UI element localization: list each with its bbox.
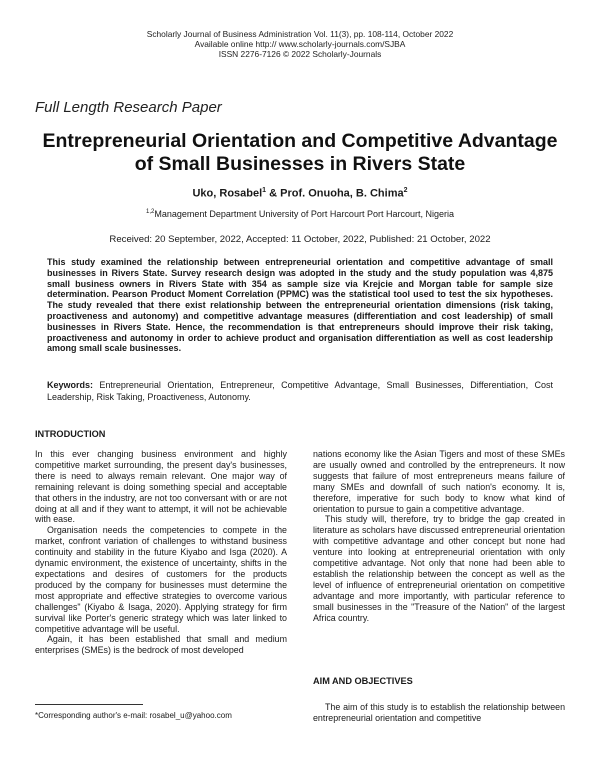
author-1: Uko, Rosabel bbox=[192, 187, 263, 200]
paper-title-line1: Entrepreneurial Orientation and Competitive Advantage bbox=[42, 130, 558, 152]
footnote-rule bbox=[35, 704, 143, 705]
journal-url: Available online http:// www.scholarly-journals.com/SJBA bbox=[194, 39, 406, 49]
paper-type: Full Length Research Paper bbox=[35, 99, 222, 116]
aim-paragraph-1: The aim of this study is to establish the relationship between entrepreneurial orientation and competitive bbox=[313, 702, 565, 723]
keywords-text: Entrepreneurial Orientation, Entrepreneur, Competitive Advantage, Small Businesses, Differentiation, Cost Leadership, Risk Taking, Proactiveness, Autonomy. bbox=[47, 380, 553, 402]
intro-paragraph-5: This study will, therefore, try to bridge the gap created in literature as scholars have discussed entrepreneurial orientation with competitive advantage and other concept but none had venture into looking at entrepreneurial orientation with only competitive advantage. Not only that none had been able to establish the relationship between the concept as well as the level of influence of entrepreneurial orientation on competitive advantage and more importantly, with particular reference to small businesses in the "Treasure of the Nation" of the largest Africa country. bbox=[313, 514, 565, 623]
keywords bbox=[47, 380, 553, 403]
author-1-sup: 1 bbox=[262, 187, 267, 194]
right-column bbox=[313, 449, 565, 624]
author-2: Prof. Onuoha, B. Chima bbox=[280, 187, 404, 200]
abstract: This study examined the relationship between entrepreneurial orientation and competitive advantage of small businesses in Rivers State. Survey research design was adopted in the study and the study population was 4,875 small business owners in Rivers State with 354 as sample size via Krejcie and Morgan table for sample size determination. Pearson Product Moment Correlation (PPMC) was the statistical tool used to test the six hypotheses. The study revealed that there exist relationship between the entrepreneurial orientation dimensions (risk taking, proactiveness and autonomy) and competitive advantage measures (differentiation and cost leadership) of small businesses in Rivers State. Hence, the recommendation is that entrepreneurs should improve their risk taking, proactiveness and autonomy in order to achieve product and organisation differentiation as well as cost leadership among small scale businesses. bbox=[47, 257, 553, 354]
publication-dates: Received: 20 September, 2022, Accepted: 11 October, 2022, Published: 21 October, 2022 bbox=[109, 234, 491, 245]
intro-paragraph-2: Organisation needs the competencies to compete in the market, confront variation of challenges to withstand business continuity and stability in the future Kiyabo and Isga (2020). A dynamic environment, the existence of uncertainty, shifts in the expectations and desires of customers for the products produced by the company for businesses must determine the most appropriate and effective strategies to overcome various challenges" (Kiyabo & Isaga, 2020). Applying strategy for firm survival like Porter's generic strategy which was later linked to competitive advantage will be useful. bbox=[35, 525, 287, 634]
journal-issn: ISSN 2276-7126 © 2022 Scholarly-Journals bbox=[218, 49, 382, 59]
authors bbox=[0, 187, 600, 200]
paper-title-line2: of Small Businesses in Rivers State bbox=[134, 153, 466, 175]
journal-citation: Scholarly Journal of Business Administration Vol. 11(3), pp. 108-114, October 2022 bbox=[146, 29, 454, 39]
keywords-label: Keywords: bbox=[47, 380, 94, 390]
left-column bbox=[35, 449, 287, 656]
intro-paragraph-4: nations economy like the Asian Tigers and most of these SMEs are usually owned and controlled by the entrepreneurs. It now suggests that failure of most entrepreneurs means failure of many SMEs and downfall of such nation's economy. It is, therefore, imperative for such body to know what kind of orientation to pursue to gain a competitive advantage. bbox=[313, 449, 565, 514]
affiliation-text: Management Department University of Port Harcourt Port Harcourt, Nigeria bbox=[154, 209, 454, 219]
aim-body bbox=[313, 702, 565, 724]
intro-paragraph-1: In this ever changing business environment and highly competitive market surrounding, the present day's businesses, there is need to always remain relevant. One major way of remaining relevant is doing something special and acceptable that others in the industry, are not too conversant with or are not doing at all and if they want to attempt, it will not be achievable with ease. bbox=[35, 449, 287, 525]
affiliation bbox=[0, 209, 600, 219]
author-2-sup: 2 bbox=[403, 187, 408, 194]
affiliation-sup: 1,2 bbox=[146, 209, 155, 215]
author-separator: & bbox=[266, 187, 281, 200]
footnote: *Corresponding author's e-mail: rosabel_u@yahoo.com bbox=[35, 711, 232, 720]
section-heading-introduction: INTRODUCTION bbox=[35, 429, 106, 439]
intro-paragraph-3: Again, it has been established that small and medium enterprises (SMEs) is the bedrock of most developed bbox=[35, 634, 287, 656]
section-heading-aim: AIM AND OBJECTIVES bbox=[313, 676, 413, 686]
